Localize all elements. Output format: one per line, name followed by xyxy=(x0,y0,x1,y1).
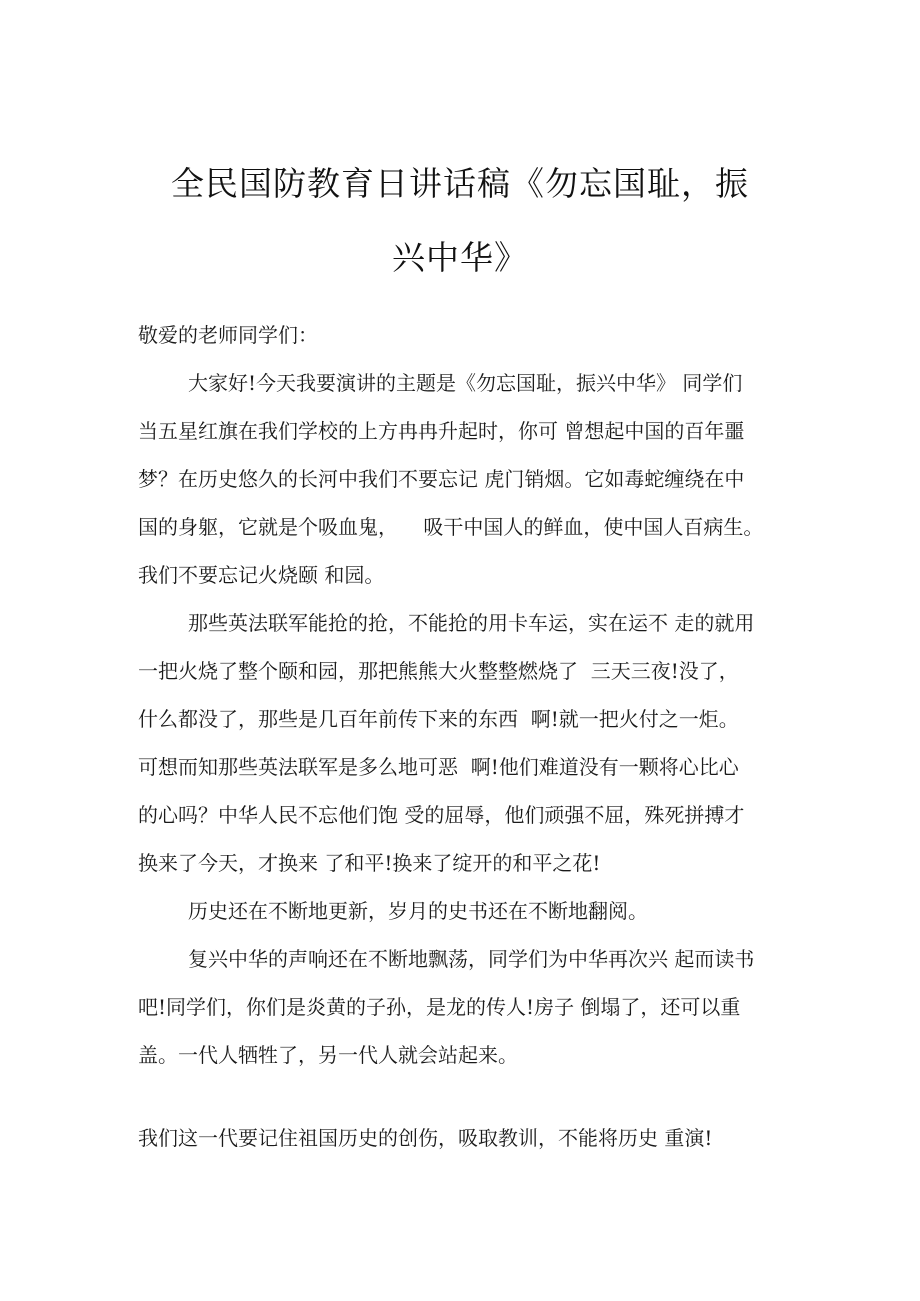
body-line: 什么都没了，那些是几百年前传下来的东西 啊!就一把火付之一炬。 xyxy=(138,707,739,731)
salutation: 敬爱的老师同学们： xyxy=(138,323,318,347)
body-line: 吧!同学们，你们是炎黄的子孙，是龙的传人!房子 倒塌了，还可以重 xyxy=(138,995,741,1019)
body-line: 历史还在不断地更新，岁月的史书还在不断地翻阅。 xyxy=(188,899,648,923)
body-line: 我们这一代要记住祖国历史的创伤，吸取教训，不能将历史 重演! xyxy=(138,1126,713,1150)
body-line: 一把火烧了整个颐和园，那把熊熊大火整整燃烧了 三天三夜!没了， xyxy=(138,659,739,683)
body-line: 国的身躯，它就是个吸血鬼， 吸干中国人的鲜血，使中国人百病生。 xyxy=(138,515,764,539)
body-line: 复兴中华的声响还在不断地飘荡，同学们为中华再次兴 起而读书 xyxy=(188,947,755,971)
body-line: 当五星红旗在我们学校的上方冉冉升起时，你可 曾想起中国的百年噩 xyxy=(138,419,745,443)
body-line: 那些英法联军能抢的抢，不能抢的用卡车运，实在运不 走的就用 xyxy=(188,611,755,635)
body-line: 的心吗？中华人民不忘他们饱 受的屈辱，他们顽强不屈，殊死拼搏才 xyxy=(138,803,745,827)
title-line-1: 全民国防教育日讲话稿《勿忘国耻，振 xyxy=(171,164,749,203)
body-line: 梦？在历史悠久的长河中我们不要忘记 虎门销烟。它如毒蛇缠绕在中 xyxy=(138,467,745,491)
title-line-2: 兴中华》 xyxy=(392,238,528,277)
body-line: 可想而知那些英法联军是多么地可恶 啊!他们难道没有一颗将心比心 xyxy=(138,755,739,779)
body-line: 换来了今天，才换来 了和平!换来了绽开的和平之花! xyxy=(138,851,601,875)
body-line: 我们不要忘记火烧颐 和园。 xyxy=(138,563,385,587)
body-line: 盖。一代人牺牲了，另一代人就会站起来。 xyxy=(138,1043,518,1067)
body-line: 大家好!今天我要演讲的主题是《勿忘国耻，振兴中华》 同学们 xyxy=(188,371,743,395)
